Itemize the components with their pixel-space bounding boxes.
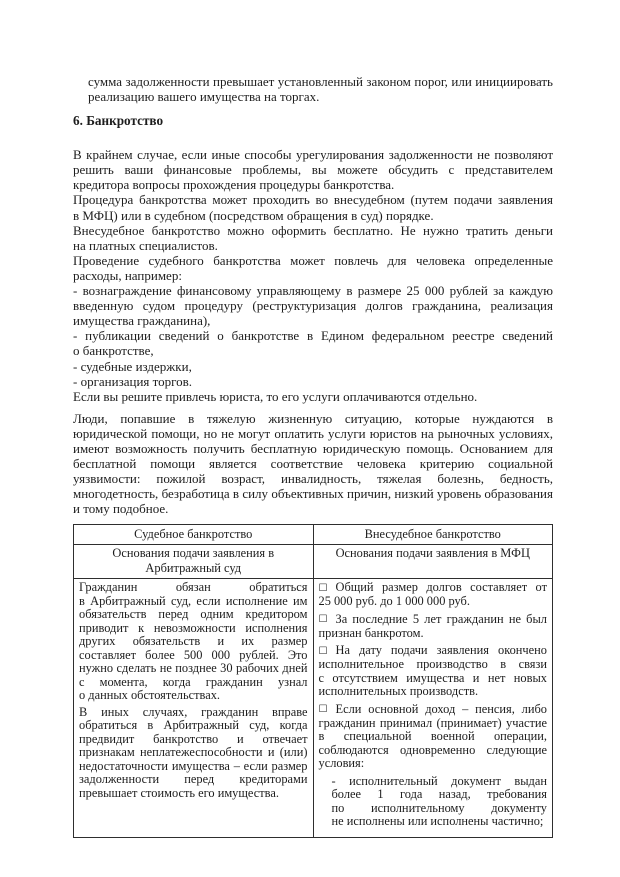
table-header-row xyxy=(74,525,553,545)
condition-text: Если основной доход – пенсия, либо гражданин принимал (принимает) участие в специальной военной операции, соблюдаются одновременно следующие условия: xyxy=(318,701,547,771)
condition-item-enforcement-ended xyxy=(319,644,548,699)
paragraph-intro: В крайнем случае, если иные способы урегулирования задолженности не позволяют решить ваши финансовые проблемы, вы можете обсудить с представителем кредитора вопросы прохождения процедуры банкротства. xyxy=(73,147,553,193)
condition-text: За последние 5 лет гражданин не был признан банкротом. xyxy=(318,611,547,640)
table-subheader-row xyxy=(74,545,553,579)
paragraph-lawyer-fees: Если вы решите привлечь юриста, то его услуги оплачиваются отдельно. xyxy=(73,388,478,404)
condition-subitem-writ: - исполнительный документ выдан более 1 года назад, требования по исполнительному документу не исполнены или исполнены частично; xyxy=(331,773,547,829)
column-header-judicial: Судебное банкротство xyxy=(74,525,314,545)
table-body-row xyxy=(74,579,553,838)
condition-text: На дату подачи заявления окончено исполнительное производство в связи с отсутствием имущества и нет новых исполнительных производств. xyxy=(318,643,547,699)
judicial-paragraph-obligation: Гражданин обязан обратиться в Арбитражный суд, если исполнение им обязательств перед одним кредитором приводит к невозможности исполнения других обязательств и их размер составляет более 500 000 рублей. Это нужно сделать не позднее 30 рабочих дней с момента, когда гражданин узнал о данных обстоятельствах. xyxy=(79,580,308,703)
column-header-extrajudicial: Внесудебное банкротство xyxy=(313,525,553,545)
paragraph-free-legal-aid: Люди, попавшие в тяжелую жизненную ситуацию, которые нуждаются в юридической помощи, но не могут оплатить услуги юристов на рыночных условиях, имеют возможность получить бесплатную юридическую помощь. Основанием для бесплатной помощи является соответствие человека критерию социальной уязвимости: пожилой возраст, инвалидность, тяжелая болезнь, бедность, многодетность, безработица в силу объективных причин, низкий уровень образования и тому подобное. xyxy=(73,410,553,517)
section-heading: 6. Банкротство xyxy=(73,113,164,129)
checkbox-icon: ☐ xyxy=(318,582,328,594)
continuation-paragraph: сумма задолженности превышает установленный законом порог, или инициировать реализацию вашего имущества на торгах. xyxy=(88,74,553,105)
checkbox-icon: ☐ xyxy=(318,645,328,657)
list-item-court-costs: - судебные издержки, xyxy=(73,358,192,374)
column-subheader-judicial: Основания подачи заявления в Арбитражный суд xyxy=(74,545,314,579)
condition-item-no-prior-bankruptcy xyxy=(319,613,548,641)
judicial-paragraph-right: В иных случаях, гражданин вправе обратиться в Арбитражный суд, когда предвидит банкротство и отвечает признакам неплатежеспособности и (или) недостаточности имущества – если размер задолженности перед кредиторами превышает стоимость его имущества. xyxy=(79,704,308,800)
condition-item-pension-svo xyxy=(319,703,548,771)
extrajudicial-grounds-cell xyxy=(313,579,553,838)
judicial-grounds-cell xyxy=(74,579,314,838)
checkbox-icon: ☐ xyxy=(318,614,328,626)
list-item-publications: - публикации сведений о банкротстве в Едином федеральном реестре сведений о банкротстве, xyxy=(73,328,553,359)
list-item-auctions: - организация торгов. xyxy=(73,373,193,389)
bankruptcy-comparison-table xyxy=(73,524,553,838)
column-subheader-extrajudicial: Основания подачи заявления в МФЦ xyxy=(313,545,553,579)
paragraph-procedure: Процедура банкротства может проходить во внесудебном (путем подачи заявления в МФЦ) или в судебном (посредством обращения в суд) порядке. xyxy=(73,192,553,223)
condition-text: Общий размер долгов составляет от 25 000 руб. до 1 000 000 руб. xyxy=(318,580,547,609)
paragraph-free-option: Внесудебное банкротство можно оформить бесплатно. Не нужно тратить деньги на платных специалистов. xyxy=(73,222,553,253)
condition-item-debt-size xyxy=(319,581,548,609)
checkbox-icon: ☐ xyxy=(318,704,328,716)
paragraph-costs-intro: Проведение судебного банкротства может повлечь для человека определенные расходы, например: xyxy=(73,252,553,283)
list-item-manager-fee: - вознаграждение финансовому управляющему в размере 25 000 рублей за каждую введенную судом процедуру (реструктуризация долгов гражданина, реализация имущества гражданина), xyxy=(73,283,553,329)
